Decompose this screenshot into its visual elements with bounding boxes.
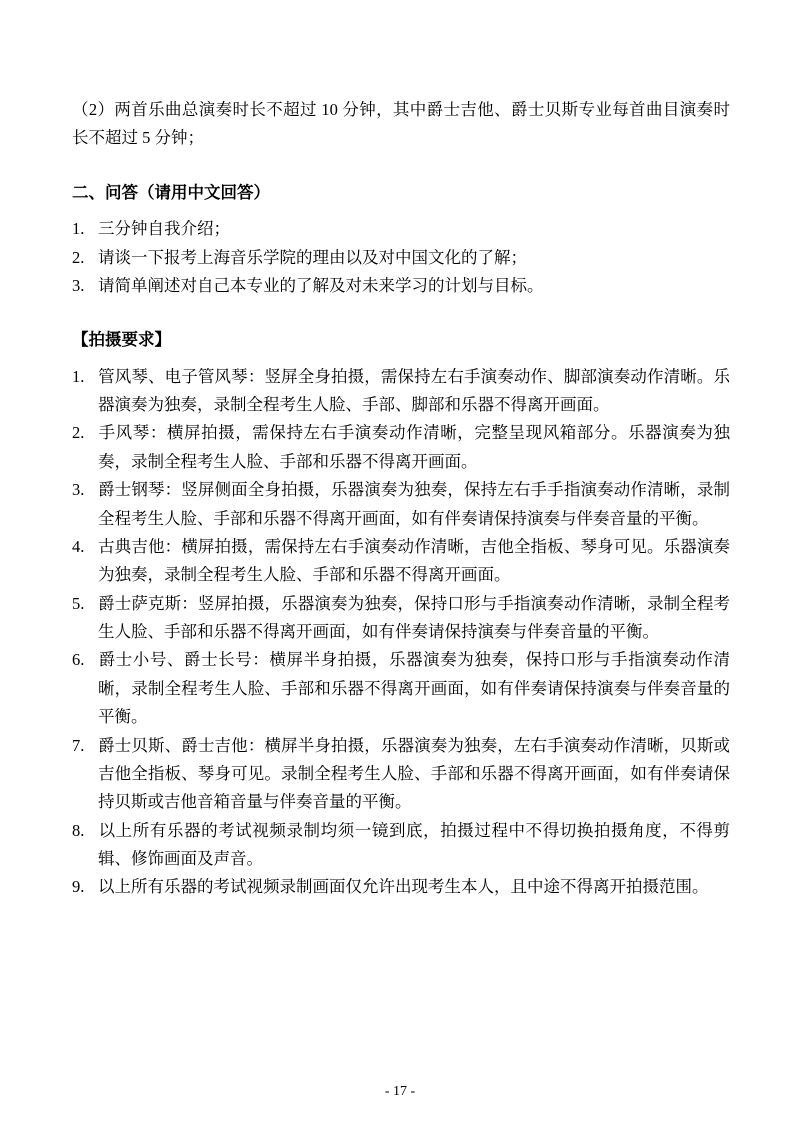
list-item	[72, 646, 730, 731]
list-item-text: 请谈一下报考上海音乐学院的理由以及对中国文化的了解；	[98, 247, 527, 267]
list-item	[72, 363, 730, 420]
list-item	[72, 272, 730, 300]
list-item-number: 6.	[72, 650, 85, 670]
list-item-number: 9.	[72, 877, 85, 897]
list-item-text: 管风琴、电子管风琴：竖屏全身拍摄，需保持左右手演奏动作、脚部演奏动作清晰。乐器演奏为独奏，录制全程考生人脸、手部、脚部和乐器不得离开画面。	[98, 366, 730, 414]
list-item	[72, 873, 730, 901]
spacer	[72, 207, 730, 215]
list-item-text: 以上所有乐器的考试视频录制均须一镜到底，拍摄过程中不得切换拍摄角度，不得剪辑、修饰画面及声音。	[98, 820, 730, 868]
shooting-requirements-list	[72, 363, 730, 902]
list-item	[72, 476, 730, 533]
section-two-list	[72, 215, 730, 300]
list-item-number: 2.	[72, 247, 85, 267]
spacer	[72, 300, 730, 326]
section-two-heading: 二、问答（请用中文回答）	[72, 182, 270, 202]
list-item	[72, 419, 730, 476]
list-item-text: 古典吉他：横屏拍摄，需保持左右手演奏动作清晰，吉他全指板、琴身可见。乐器演奏为独奏，录制全程考生人脸、手部和乐器不得离开画面。	[98, 536, 730, 585]
list-item-number: 3.	[72, 480, 85, 500]
list-item-text: 以上所有乐器的考试视频录制画面仅允许出现考生本人，且中途不得离开拍摄范围。	[98, 877, 709, 897]
page-number: - 17 -	[384, 1084, 416, 1099]
list-item-text: 爵士贝斯、爵士吉他：横屏半身拍摄，乐器演奏为独奏，左右手演奏动作清晰，贝斯或吉他全指板、琴身可见。录制全程考生人脸、手部和乐器不得离开画面，如有伴奏请保持贝斯或吉他音箱音量与伴奏音量的平衡。	[98, 735, 730, 812]
spacer	[72, 355, 730, 363]
list-item	[72, 533, 730, 590]
spacer	[72, 153, 730, 179]
list-item-number: 2.	[72, 423, 85, 443]
list-item-text: 爵士钢琴：竖屏侧面全身拍摄，乐器演奏为独奏，保持左右手手指演奏动作清晰，录制全程考生人脸、手部和乐器不得离开画面，如有伴奏请保持演奏与伴奏音量的平衡。	[98, 480, 730, 528]
list-item-number: 3.	[72, 275, 85, 295]
list-item	[72, 732, 730, 817]
list-item-text: 爵士萨克斯：竖屏拍摄，乐器演奏为独奏，保持口形与手指演奏动作清晰，录制全程考生人脸、手部和乐器不得离开画面，如有伴奏请保持演奏与伴奏音量的平衡。	[98, 593, 730, 641]
list-item-number: 4.	[72, 536, 85, 556]
page-content	[72, 96, 730, 902]
list-item-text: 手风琴：横屏拍摄，需保持左右手演奏动作清晰，完整呈现风箱部分。乐器演奏为独奏，录制全程考生人脸、手部和乐器不得离开画面。	[98, 423, 730, 471]
list-item-number: 1.	[72, 366, 85, 386]
list-item	[72, 244, 730, 272]
list-item-text: 三分钟自我介绍；	[98, 219, 230, 239]
list-item-number: 8.	[72, 820, 85, 840]
list-item	[72, 215, 730, 243]
list-item	[72, 817, 730, 874]
list-item-number: 1.	[72, 219, 85, 239]
intro-paragraph: （2）两首乐曲总演奏时长不超过 10 分钟，其中爵士吉他、爵士贝斯专业每首曲目演奏时长不超过 5 分钟；	[72, 100, 730, 148]
list-item-number: 7.	[72, 735, 85, 755]
list-item-text: 请简单阐述对自己本专业的了解及对未来学习的计划与目标。	[98, 275, 544, 295]
shooting-requirements-heading: 【拍摄要求】	[72, 330, 171, 350]
list-item-number: 5.	[72, 593, 85, 613]
list-item	[72, 590, 730, 647]
list-item-text: 爵士小号、爵士长号：横屏半身拍摄，乐器演奏为独奏，保持口形与手指演奏动作清晰，录制全程考生人脸、手部和乐器不得离开画面，如有伴奏请保持演奏与伴奏音量的平衡。	[98, 650, 730, 727]
